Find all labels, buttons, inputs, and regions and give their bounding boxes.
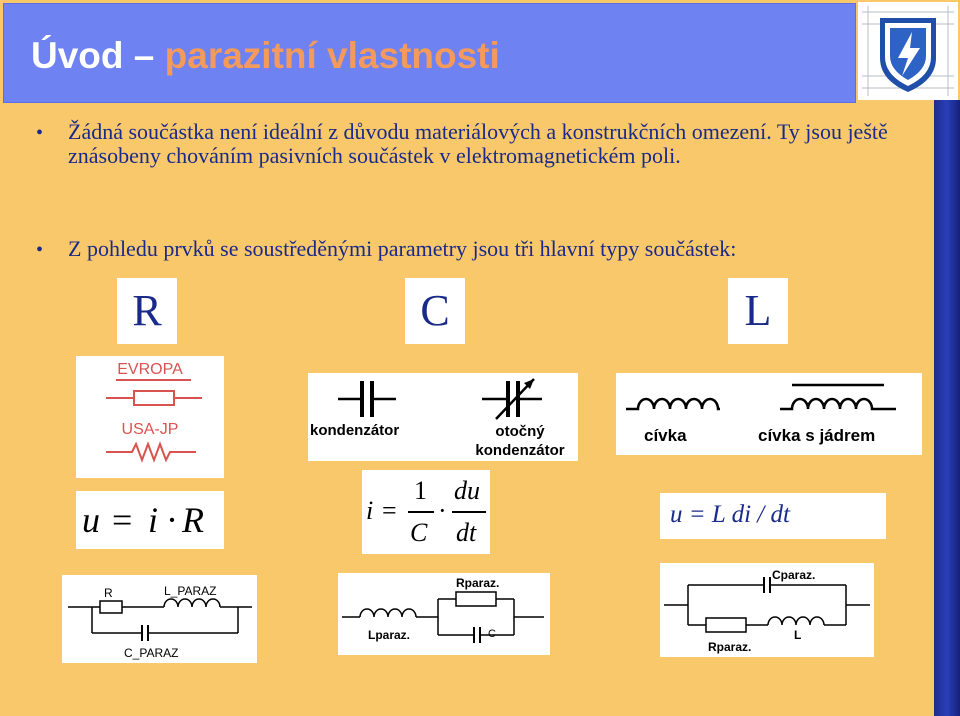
title-part-2: parazitní vlastnosti: [164, 35, 500, 76]
title-bar: [3, 3, 856, 103]
label-usa-jp: USA-JP: [121, 421, 179, 438]
title-part-1: Úvod –: [31, 35, 165, 76]
label-kondenzator: kondenzátor: [310, 422, 400, 439]
label-c-paraz: C_PARAZ: [124, 646, 179, 660]
label-l: L: [794, 628, 802, 642]
right-accent-bar: [934, 100, 960, 716]
label-civka: cívka: [644, 426, 687, 445]
label-evropa: EVROPA: [117, 361, 183, 378]
label-l-paraz: L_PARAZ: [164, 584, 217, 598]
label-r: R: [104, 586, 113, 600]
label-civka-s-jadrem: cívka s jádrem: [758, 426, 876, 445]
formula-inductor: u = L di / dt: [660, 493, 886, 539]
letter-c: C: [405, 278, 465, 344]
label-rparaz-l: Rparaz.: [708, 640, 752, 654]
slide-title: [31, 37, 500, 74]
label-rparaz: Rparaz.: [456, 576, 500, 590]
university-logo: [858, 2, 958, 100]
letter-l: L: [728, 278, 788, 344]
inductor-parasitic-circuit: [660, 563, 874, 657]
letter-r: R: [117, 278, 177, 344]
bullet-2-text: Z pohledu prvků se soustředěnými parametry jsou tři hlavní typy součástek:: [68, 236, 737, 261]
resistor-symbols: [76, 356, 224, 478]
capacitor-symbols: [308, 373, 578, 461]
label-lparaz: Lparaz.: [368, 628, 411, 642]
label-cparaz: Cparaz.: [772, 568, 816, 582]
capacitor-parasitic-circuit: [338, 573, 550, 655]
inductor-symbols: [616, 373, 922, 455]
resistor-parasitic-circuit: [62, 575, 257, 663]
bullet-2-marker: •: [36, 239, 44, 261]
bullet-1-text: Žádná součástka není ideální z důvodu materiálových a konstrukčních omezení. Ty jsou ještě znásobeny chováním pasivních součástek v elektromagnetickém poli.: [68, 119, 888, 168]
label-otocny: otočný: [495, 423, 545, 440]
label-otocny-kondenzator: kondenzátor: [475, 442, 565, 459]
formula-capacitor: i = 1 C · du dt: [362, 470, 490, 554]
label-c: C: [488, 628, 496, 640]
bullet-1-marker: •: [36, 122, 44, 144]
formula-resistor: u = i · R: [76, 491, 224, 549]
